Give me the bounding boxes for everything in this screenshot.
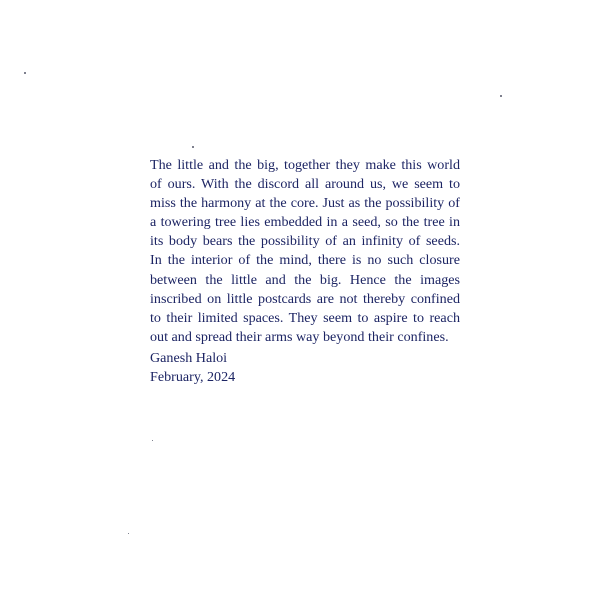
- paragraph-line: out and spread their arms way beyond their confines.: [150, 328, 449, 345]
- signature-date: February, 2024: [150, 369, 236, 386]
- statement-paragraph: [150, 156, 460, 347]
- paragraph-line: The little and the big, together they make this world: [150, 157, 460, 173]
- paragraph-line: miss the harmony at the core. Just as the possibility of: [150, 195, 460, 212]
- paper-speck: [152, 440, 153, 441]
- paragraph-line: a towering tree lies embedded in a seed, so the tree in: [150, 214, 460, 231]
- paragraph-line: In the interior of the mind, there is no such closure: [150, 252, 460, 269]
- signature-block: [150, 349, 235, 387]
- author-name: Ganesh Haloi: [150, 350, 228, 366]
- paragraph-line: to their limited spaces. They seem to aspire to reach: [150, 309, 460, 326]
- paper-speck: [500, 95, 502, 97]
- paragraph-line: inscribed on little postcards are not thereby confined: [150, 290, 460, 307]
- paper-speck: [24, 72, 26, 74]
- paper-speck: [192, 146, 194, 148]
- paragraph-line: its body bears the possibility of an infinity of seeds.: [150, 233, 460, 250]
- paragraph-line: between the little and the big. Hence the images: [150, 271, 460, 288]
- paragraph-line: of ours. With the discord all around us, we seem to: [150, 176, 460, 193]
- paper-speck: [128, 533, 129, 534]
